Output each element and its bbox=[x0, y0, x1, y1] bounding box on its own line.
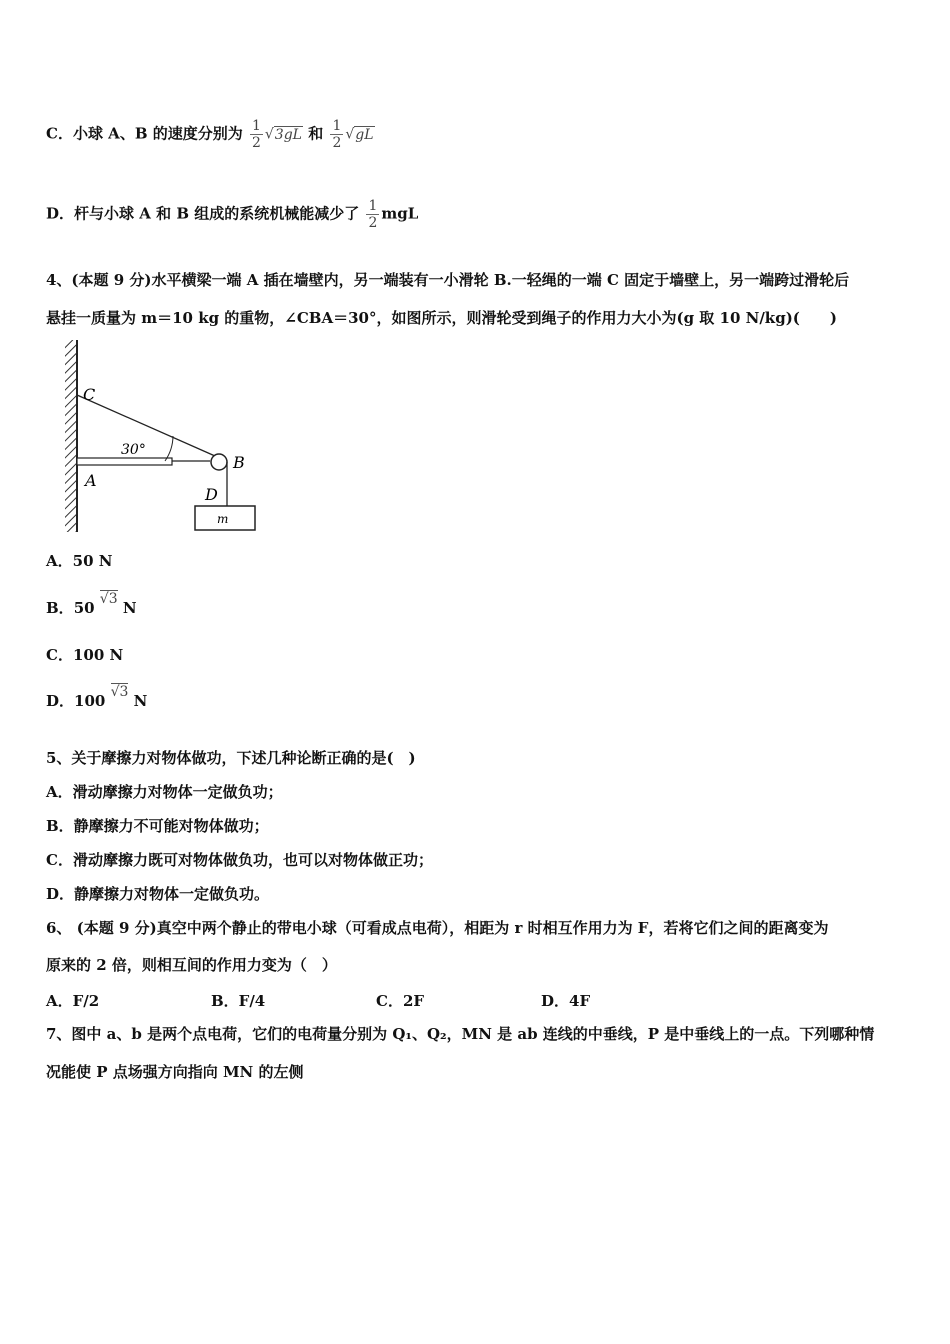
q6-option-d: D．4F bbox=[541, 992, 591, 1010]
label-c: C bbox=[83, 385, 96, 404]
q5-option-b: B．静摩擦力不可能对物体做功； bbox=[46, 817, 269, 835]
wall-hatch bbox=[65, 340, 77, 532]
q5-stem: 5、关于摩擦力对物体做功，下述几种论断正确的是( ) bbox=[46, 749, 416, 767]
pulley bbox=[211, 454, 227, 470]
sqrt-expr: √3gL bbox=[264, 126, 302, 143]
sqrt-expr: √gL bbox=[345, 126, 374, 143]
q5-option-d: D．静摩擦力对物体一定做负功。 bbox=[46, 885, 270, 903]
q4-stem-line1: 4、(本题 9 分)水平横梁一端 A 插在墙壁内，另一端装有一小滑轮 B.一轻绳的一端 C 固定于墙壁上，另一端跨过滑轮后 bbox=[46, 271, 850, 289]
label-mass: m bbox=[217, 512, 229, 526]
beam bbox=[77, 458, 172, 465]
label-a: A bbox=[85, 471, 97, 490]
wall-pulley-diagram bbox=[55, 340, 265, 535]
label-b: B bbox=[233, 453, 245, 472]
label-angle: 30° bbox=[121, 442, 146, 458]
fraction: $\frac{1}{2}$ bbox=[332, 118, 342, 151]
q4-stem-line2: 悬挂一质量为 m＝10 kg 的重物，∠CBA＝30°，如图所示，则滑轮受到绳子的作用力大小为(g 取 10 N/kg)( ) bbox=[46, 309, 837, 327]
q4-option-d: D．100 √3 N bbox=[46, 684, 148, 710]
option-label: C． bbox=[46, 124, 73, 143]
option-text: 杆与小球 A 和 B 组成的系统机械能减少了 bbox=[74, 204, 360, 223]
q7-stem-line1: 7、图中 a、b 是两个点电荷，它们的电荷量分别为 Q₁、Q₂，MN 是 ab 连线的中垂线，P 是中垂线上的一点。下列哪种情 bbox=[46, 1025, 875, 1043]
q6-stem-line2: 原来的 2 倍，则相互间的作用力变为（ ） bbox=[46, 956, 337, 974]
fraction: $\frac{1}{2}$ bbox=[251, 118, 261, 151]
conjunction: 和 bbox=[308, 124, 324, 143]
q6-option-c: C．2F bbox=[376, 992, 425, 1010]
option-text-post: mgL bbox=[381, 204, 419, 223]
q7-stem-line2: 况能使 P 点场强方向指向 MN 的左侧 bbox=[46, 1063, 304, 1081]
option-label: D． bbox=[46, 204, 75, 223]
label-d: D bbox=[205, 485, 218, 504]
q4-option-c: C．100 N bbox=[46, 646, 124, 664]
q5-option-a: A．滑动摩擦力对物体一定做负功； bbox=[46, 783, 283, 801]
sqrt-three: √3 bbox=[110, 684, 129, 700]
q6-option-a: A．F/2 bbox=[46, 992, 100, 1010]
q6-stem-line1: 6、 (本题 9 分)真空中两个静止的带电小球（可看成点电荷），相距为 r 时相互作用力为 F，若将它们之间的距离变为 bbox=[46, 919, 829, 937]
rope-cb bbox=[77, 395, 215, 456]
q6-option-b: B．F/4 bbox=[211, 992, 266, 1010]
angle-arc bbox=[165, 436, 173, 461]
fraction: $\frac{1}{2}$ bbox=[368, 198, 378, 231]
q3-option-d bbox=[46, 198, 418, 231]
q5-option-c: C．滑动摩擦力既可对物体做负功，也可以对物体做正功； bbox=[46, 851, 433, 869]
q3-option-c bbox=[46, 118, 375, 151]
q4-figure bbox=[55, 340, 265, 539]
q4-option-b: B．50 √3 N bbox=[46, 591, 137, 617]
q4-option-a: A．50 N bbox=[46, 552, 113, 570]
option-text: 小球 A、B 的速度分别为 bbox=[72, 124, 243, 143]
sqrt-three: √3 bbox=[99, 591, 118, 607]
